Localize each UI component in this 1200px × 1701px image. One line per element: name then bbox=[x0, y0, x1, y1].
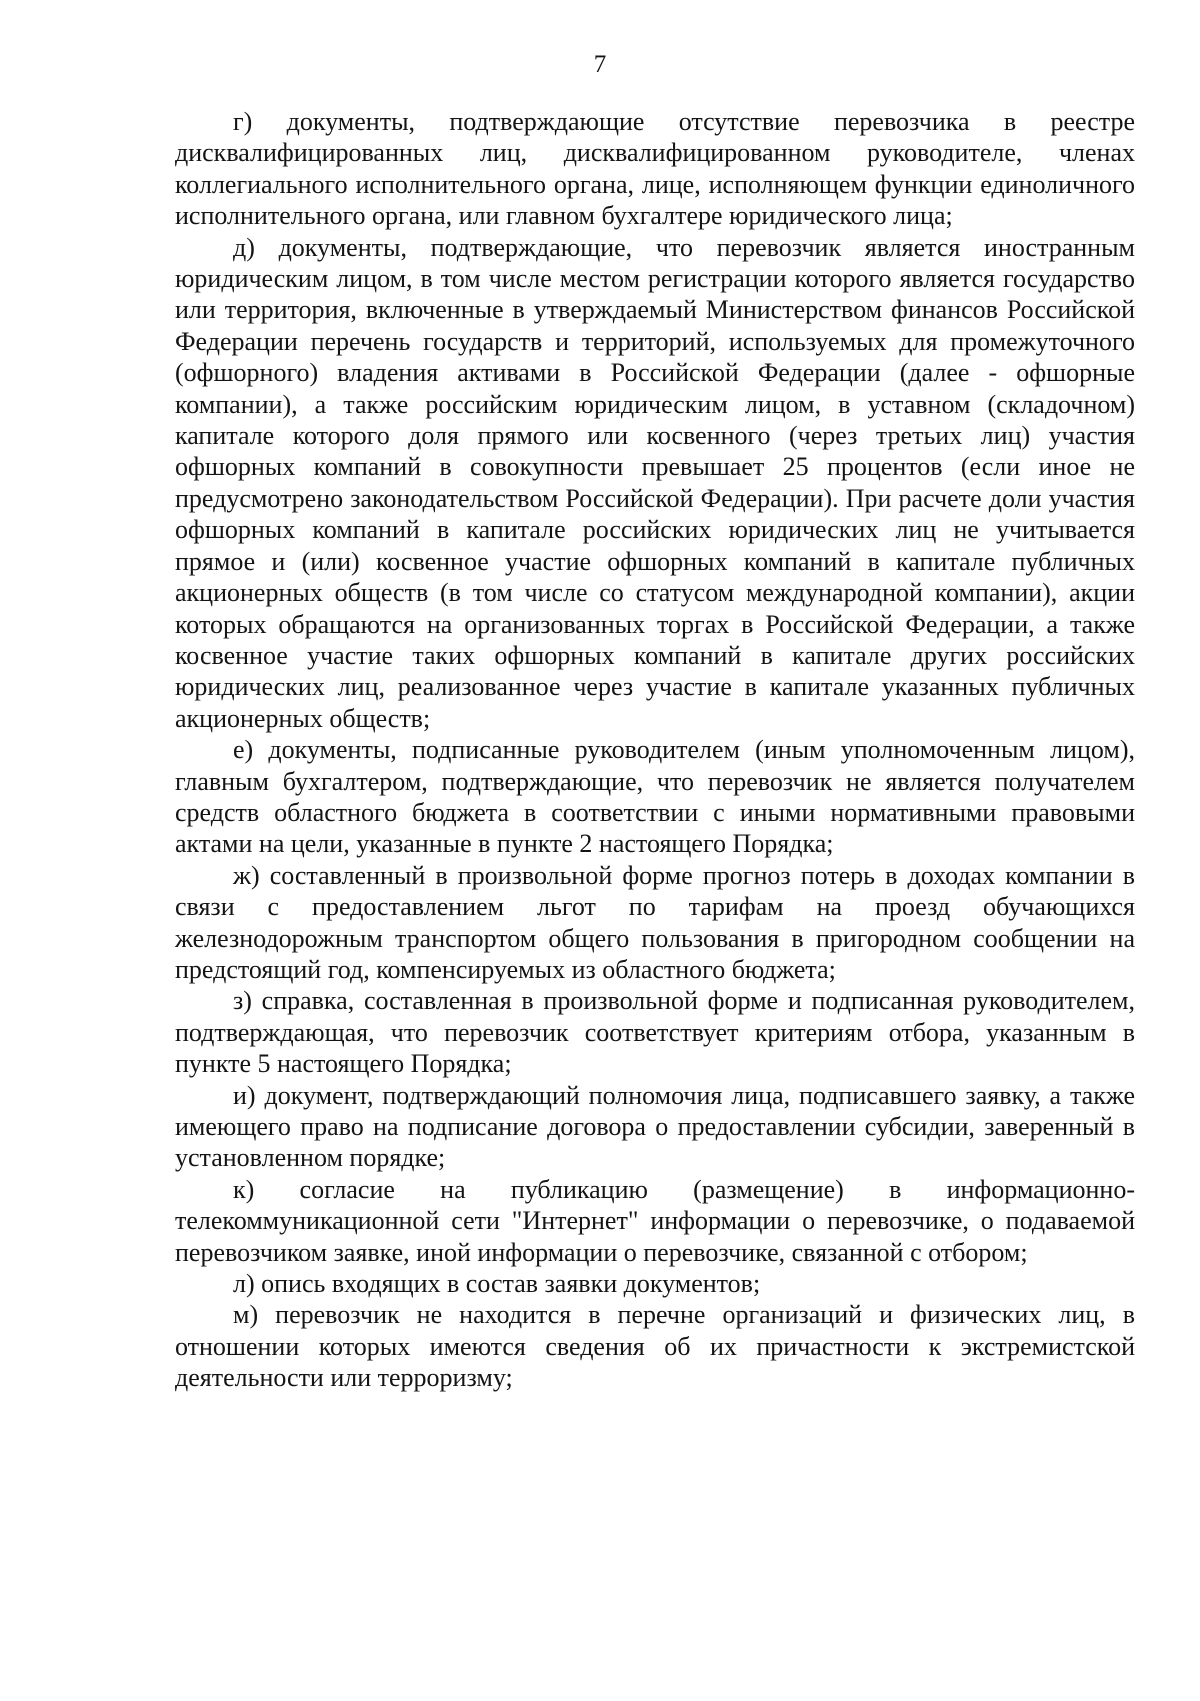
paragraph-zh: ж) составленный в произвольной форме прогноз потерь в доходах компании в связи с предоставлением льгот по тарифам на проезд обучающихся железнодорожным транспортом общего пользования в пригородном сообщении на предстоящий год, компенсируемых из областного бюджета; bbox=[175, 860, 1135, 984]
paragraph-e: е) документы, подписанные руководителем (иным уполномоченным лицом), главным бухгалтером, подтверждающие, что перевозчик не является получателем средств областного бюджета в соответствии с иными нормативными правовыми актами на цели, указанные в пункте 2 настоящего Порядка; bbox=[175, 735, 1135, 859]
paragraph-i: и) документ, подтверждающий полномочия лица, подписавшего заявку, а также имеющего право на подписание договора о предоставлении субсидии, заверенный в установленном порядке; bbox=[175, 1080, 1135, 1173]
document-body bbox=[175, 106, 1135, 1394]
paragraph-d: д) документы, подтверждающие, что перевозчик является иностранным юридическим лицом, в том числе местом регистрации которого является государство или территория, включенные в утверждаемый Министерством финансов Российской Федерации перечень государств и территорий, используемых для промежуточного (офшорного) владения активами в Российской Федерации (далее - офшорные компании), а также российским юридическим лицом, в уставном (складочном) капитале которого доля прямого или косвенного (через третьих лиц) участия офшорных компаний в совокупности превышает 25 процентов (если иное не предусмотрено законодательством Российской Федерации). При расчете доли участия офшорных компаний в капитале российских юридических лиц не учитывается прямое и (или) косвенное участие офшорных компаний в капитале публичных акционерных обществ (в том числе со статусом международной компании), акции которых обращаются на организованных торгах в Российской Федерации, а также косвенное участие таких офшорных компаний в капитале других российских юридических лиц, реализованное через участие в капитале указанных публичных акционерных обществ; bbox=[175, 232, 1135, 733]
paragraph-m: м) перевозчик не находится в перечне организаций и физических лиц, в отношении которых имеются сведения об их причастности к экстремистской деятельности или терроризму; bbox=[175, 1300, 1135, 1393]
paragraph-g: г) документы, подтверждающие отсутствие перевозчика в реестре дисквалифицированных лиц, дисквалифицированном руководителе, членах коллегиального исполнительного органа, лице, исполняющем функции единоличного исполнительного органа, или главном бухгалтере юридического лица; bbox=[175, 107, 1135, 231]
page-number: 7 bbox=[593, 51, 607, 78]
paragraph-k: к) согласие на публикацию (размещение) в информационно-телекоммуникационной сети "Интернет" информации о перевозчике, о подаваемой перевозчиком заявке, иной информации о перевозчике, связанной с отбором; bbox=[175, 1174, 1135, 1267]
paragraph-z: з) справка, составленная в произвольной форме и подписанная руководителем, подтверждающая, что перевозчик соответствует критериям отбора, указанным в пункте 5 настоящего Порядка; bbox=[175, 986, 1135, 1079]
paragraph-l: л) опись входящих в состав заявки документов; bbox=[233, 1269, 761, 1299]
